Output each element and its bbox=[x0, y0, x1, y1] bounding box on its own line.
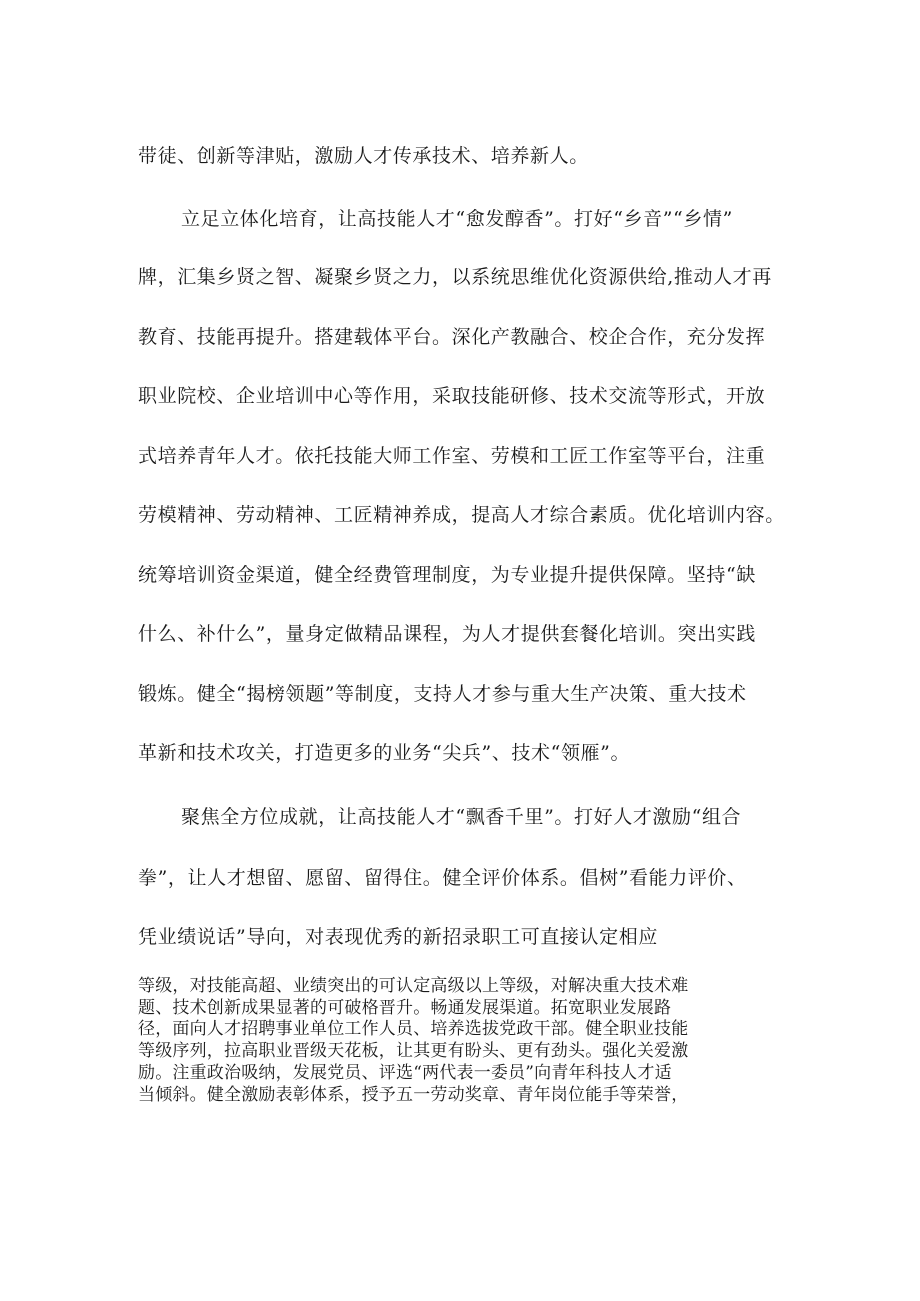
text-line: 职业院校、企业培训中心等作用，采取技能研修、技术交流等形式，开放 bbox=[138, 385, 766, 407]
text-line: 带徒、创新等津贴，激励人才传承技术、培养新人。 bbox=[138, 145, 589, 167]
text-line: 径，面向人才招聘事业单位工作人员、培养选拔党政干部。健全职业技能 bbox=[138, 1019, 689, 1040]
text-line: 革新和技术攻关，打造更多的业务“尖兵”、技术“领雁”。 bbox=[138, 742, 631, 764]
text-line: 题、技术创新成果显著的可破格晋升。畅通发展渠道。拓宽职业发展路 bbox=[138, 997, 672, 1018]
text-line: 拳”，让人才想留、愿留、留得住。健全评价体系。倡树”看能力评价、 bbox=[138, 867, 747, 889]
text-line: 什么、补什么”，量身定做精品课程，为人才提供套餐化培训。突出实践 bbox=[138, 623, 756, 645]
text-line: 当倾斜。健全激励表彰体系，授予五一劳动奖章、青年岗位能手等荣誉， bbox=[138, 1084, 689, 1105]
text-line: 励。注重政治吸纳，发展党员、评选“两代表一委员”向青年科技人才适 bbox=[138, 1062, 672, 1083]
text-line: 统筹培训资金渠道，健全经费管理制度，为专业提升提供保障。坚持“缺 bbox=[138, 564, 756, 586]
text-line: 教育、技能再提升。搭建载体平台。深化产教融合、校企合作，充分发挥 bbox=[138, 326, 766, 348]
text-line: 劳模精神、劳动精神、工匠精神养成，提高人才综合素质。优化培训内容。 bbox=[138, 504, 785, 526]
text-line: 式培养青年人才。依托技能大师工作室、劳模和工匠工作室等平台，注重 bbox=[138, 445, 766, 467]
text-line: 牌，汇集乡贤之智、凝聚乡贤之力，以系统思维优化资源供给,推动人才再 bbox=[138, 266, 772, 288]
paragraph-start-line: 立足立体化培育，让高技能人才“愈发醇香”。打好“乡音”“乡情” bbox=[181, 208, 733, 230]
text-line: 等级，对技能高超、业绩突出的可认定高级以上等级，对解决重大技术难 bbox=[138, 976, 689, 996]
text-line: 等级序列，拉高职业晋级天花板，让其更有盼头、更有劲头。强化关爱激 bbox=[138, 1041, 689, 1062]
text-line: 锻炼。健全“揭榜领题”等制度，支持人才参与重大生产决策、重大技术 bbox=[138, 683, 747, 705]
text-line: 凭业绩说话”导向，对表现优秀的新招录职工可直接认定相应 bbox=[138, 926, 658, 948]
dense-text-block bbox=[138, 976, 798, 1106]
paragraph-start-line: 聚焦全方位成就，让高技能人才“飘香千里”。打好人才激励“组合 bbox=[181, 806, 742, 828]
